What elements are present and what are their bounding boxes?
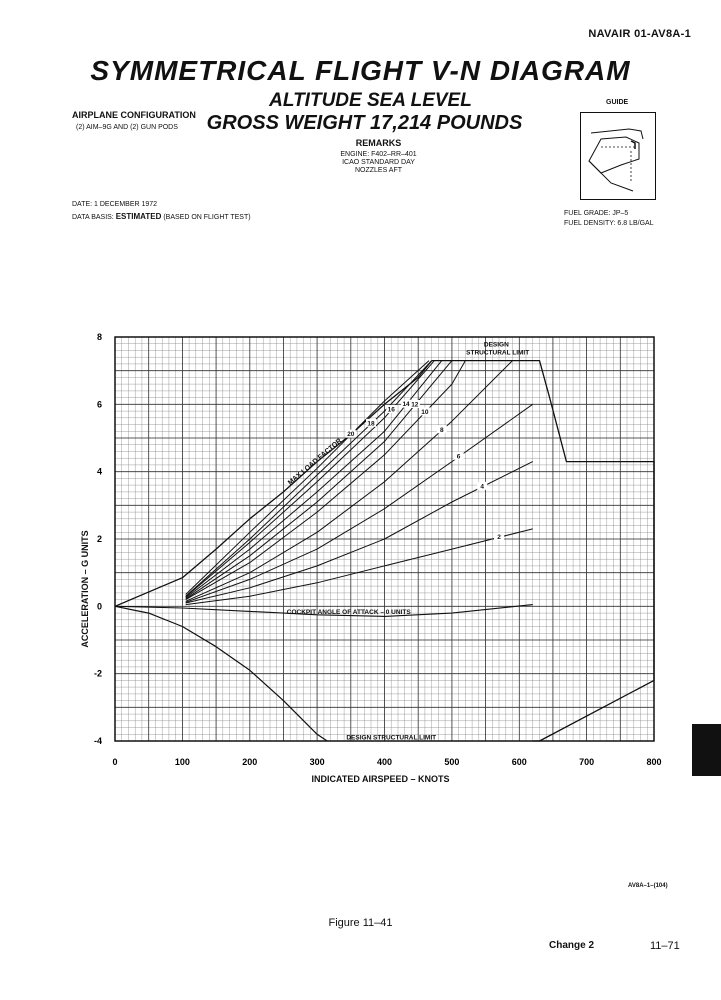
y-tick-label: 4: [96, 466, 102, 477]
design-limit-bottom-label: DESIGN STRUCTURAL LIMIT: [346, 734, 437, 742]
series-label-14: 14: [402, 401, 410, 409]
y-tick-label: 2: [96, 534, 102, 544]
design-limit-top-label-2: STRUCTURAL LIMIT: [466, 349, 530, 357]
series-label-12: 12: [411, 401, 419, 409]
x-tick-label: 400: [376, 757, 393, 767]
x-tick-label: 700: [579, 757, 595, 767]
configuration-label: AIRPLANE CONFIGURATION: [72, 110, 196, 120]
altitude-subtitle: ALTITUDE SEA LEVEL: [269, 90, 472, 111]
manual-code: NAVAIR 01-AV8A-1: [588, 28, 691, 40]
x-tick-label: 800: [646, 757, 662, 767]
aoa-curve-16: [186, 361, 435, 597]
aoa-curve-20: [186, 361, 429, 595]
remark-engine: ENGINE: F402–RR–401: [340, 151, 417, 158]
guide-label: GUIDE: [606, 99, 629, 106]
fuel-grade: FUEL GRADE: JP–5: [564, 210, 629, 217]
x-axis-title: INDICATED AIRSPEED – KNOTS: [311, 774, 450, 784]
data-basis-value: ESTIMATED: [115, 212, 162, 221]
series-label-6: 6: [456, 453, 461, 461]
configuration-value: (2) AIM–9G AND (2) GUN PODS: [76, 124, 178, 131]
remark-nozzles: NOZZLES AFT: [354, 167, 403, 174]
series-label-16: 16: [387, 406, 395, 414]
y-axis-title: ACCELERATION – G UNITS: [80, 530, 90, 648]
page-number: 11–71: [650, 940, 680, 952]
y-tick-label: 0: [96, 601, 102, 612]
series-label-2: 2: [497, 533, 501, 541]
series-label-8: 8: [439, 426, 444, 434]
series-label-20: 20: [347, 431, 355, 439]
max-load-factor-label: MAX LOAD FACTOR: [286, 437, 344, 487]
cockpit-aoa-label: COCKPIT ANGLE OF ATTACK – 0 UNITS: [286, 609, 411, 617]
change-number: Change 2: [549, 940, 595, 951]
data-basis-label: DATA BASIS:: [72, 214, 114, 221]
design-limit-top-label-1: DESIGN: [483, 341, 509, 349]
remarks-label: REMARKS: [355, 138, 402, 148]
figure-reference: AV8A–1–(104): [628, 883, 668, 889]
y-tick-label: -2: [93, 668, 102, 679]
x-tick-label: 600: [511, 757, 527, 767]
data-basis-note: (BASED ON FLIGHT TEST): [163, 214, 251, 221]
series-label-10: 10: [421, 408, 429, 416]
page-title: SYMMETRICAL FLIGHT V-N DIAGRAM: [90, 55, 631, 86]
x-tick-label: 100: [174, 757, 190, 767]
figure-caption: Figure 11–41: [328, 917, 393, 929]
series-label-18: 18: [367, 420, 375, 428]
aoa-curve-2: [186, 529, 533, 605]
aoa-curve-8: [186, 361, 513, 602]
aoa-curve-10: [186, 361, 466, 600]
y-tick-label: 6: [96, 399, 102, 410]
y-tick-label: -4: [93, 736, 102, 746]
x-tick-label: 500: [444, 757, 460, 767]
gross-weight-subtitle: GROSS WEIGHT 17,214 POUNDS: [206, 112, 523, 134]
x-tick-label: 200: [242, 757, 258, 767]
thumb-index-tab: [692, 724, 721, 776]
x-tick-label: 300: [309, 757, 325, 767]
fuel-density: FUEL DENSITY: 6.8 LB/GAL: [564, 220, 654, 227]
date: DATE: 1 DECEMBER 1972: [72, 201, 158, 208]
y-tick-label: 8: [96, 332, 102, 342]
series-label-4: 4: [480, 483, 485, 491]
remark-standard-day: ICAO STANDARD DAY: [342, 159, 415, 166]
x-tick-label: 0: [112, 757, 118, 767]
